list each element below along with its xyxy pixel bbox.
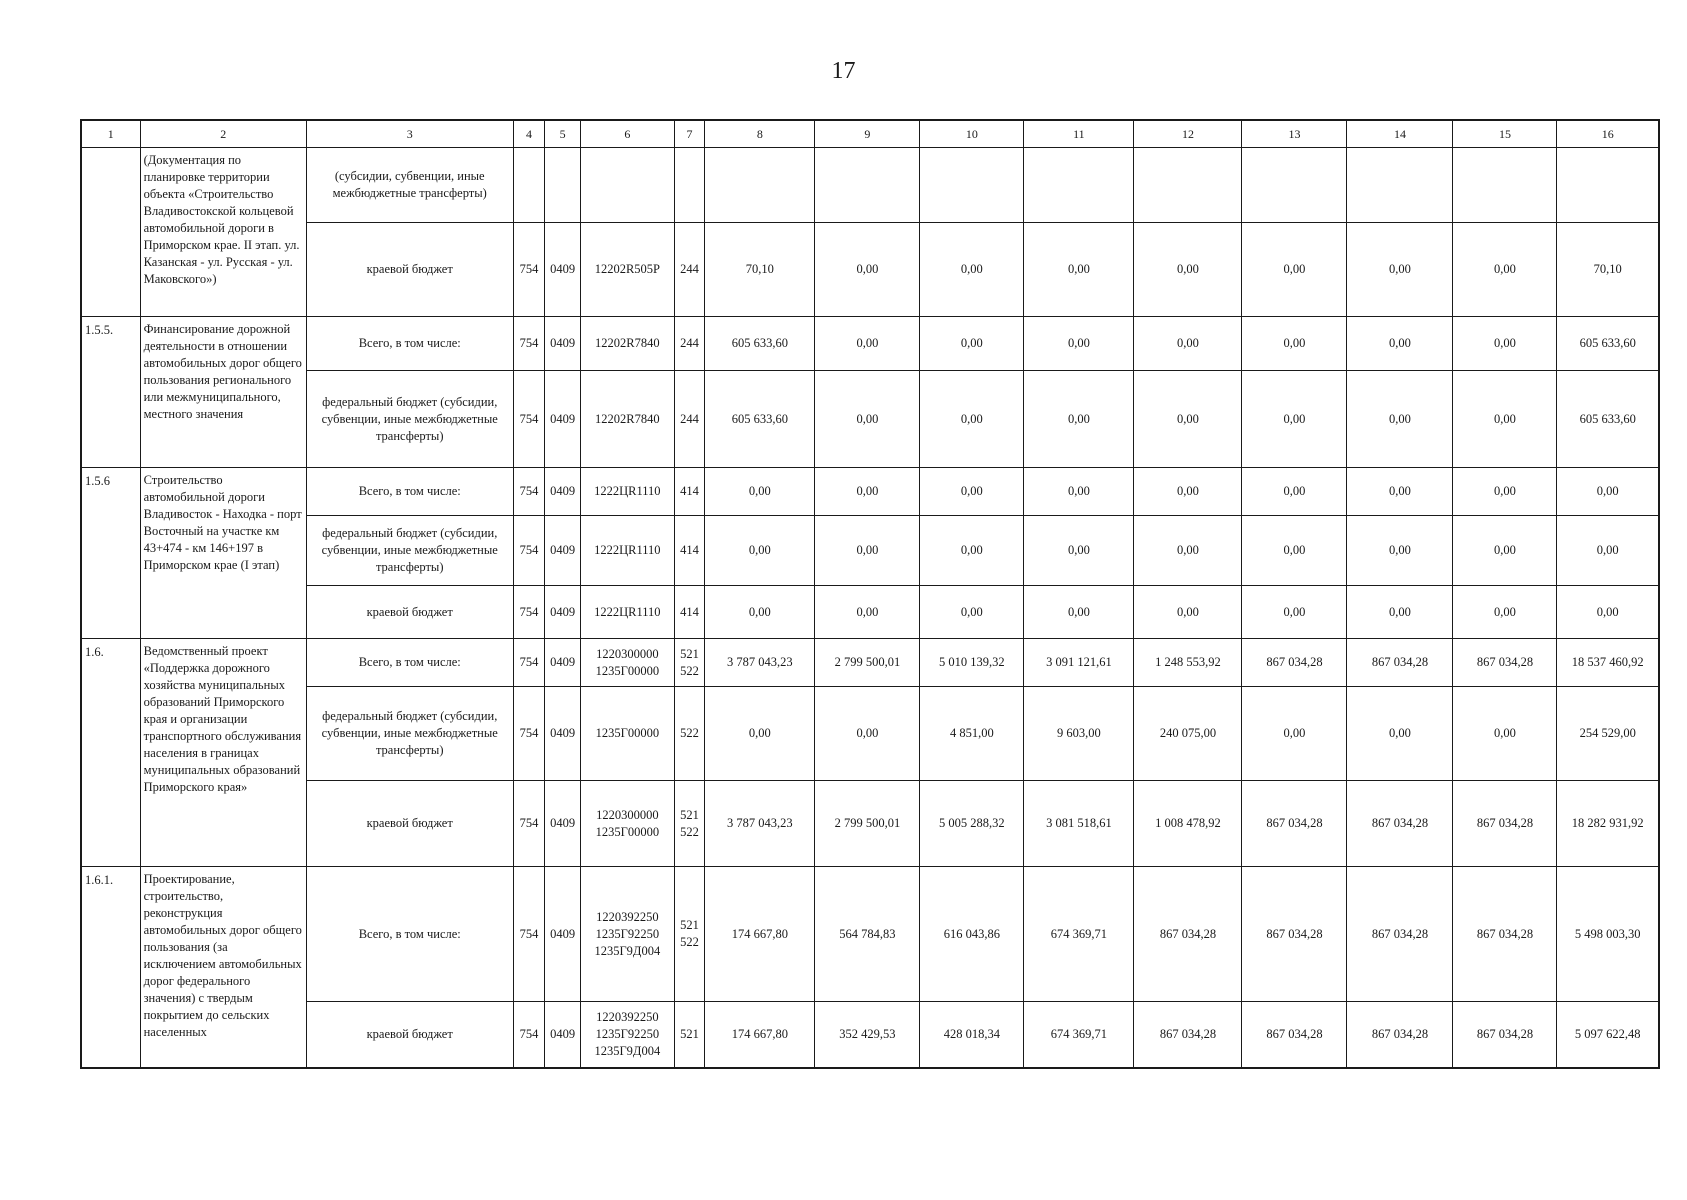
amount-cell: 0,00 xyxy=(1024,371,1134,468)
amount-cell: 0,00 xyxy=(1242,317,1347,371)
amount-cell: 867 034,28 xyxy=(1453,1002,1557,1068)
column-header: 7 xyxy=(674,120,705,148)
expense-type-code-line: 521 xyxy=(680,1026,699,1041)
amount-cell: 174 667,80 xyxy=(705,867,815,1002)
funding-source: Всего, в том числе: xyxy=(306,317,513,371)
amount-cell: 3 081 518,61 xyxy=(1024,781,1134,867)
amount-cell: 4 851,00 xyxy=(920,687,1024,781)
amount-cell: 0,00 xyxy=(920,371,1024,468)
section-code: 0409 xyxy=(545,223,581,317)
amount-cell: 0,00 xyxy=(815,317,920,371)
amount-cell: 0,00 xyxy=(815,223,920,317)
amount-cell: 2 799 500,01 xyxy=(815,781,920,867)
amount-cell: 0,00 xyxy=(1024,223,1134,317)
amount-cell: 0,00 xyxy=(1134,223,1242,317)
column-header: 1 xyxy=(81,120,140,148)
amount-cell: 0,00 xyxy=(920,516,1024,586)
amount-cell: 0,00 xyxy=(1134,516,1242,586)
target-article-code-line: 1235Г92250 xyxy=(595,926,660,941)
column-header: 4 xyxy=(513,120,545,148)
empty-cell xyxy=(513,148,545,223)
empty-cell xyxy=(920,148,1024,223)
amount-cell: 0,00 xyxy=(1347,468,1453,516)
amount-cell: 605 633,60 xyxy=(1557,371,1659,468)
amount-cell: 0,00 xyxy=(1347,586,1453,639)
amount-cell: 2 799 500,01 xyxy=(815,639,920,687)
amount-cell: 0,00 xyxy=(815,586,920,639)
target-article-code xyxy=(580,1002,674,1068)
amount-cell: 0,00 xyxy=(1347,687,1453,781)
amount-cell: 0,00 xyxy=(1557,516,1659,586)
measure-description: Проектирование, строительство, реконструкция автомобильных дорог общего пользования (за исключением автомобильных дорог федерального значения) с твердым покрытием до сельских населенных xyxy=(140,867,306,1068)
amount-cell: 867 034,28 xyxy=(1347,867,1453,1002)
section-code: 0409 xyxy=(545,687,581,781)
amount-cell: 5 005 288,32 xyxy=(920,781,1024,867)
amount-cell: 352 429,53 xyxy=(815,1002,920,1068)
empty-cell xyxy=(1453,148,1557,223)
empty-cell xyxy=(580,148,674,223)
amount-cell: 0,00 xyxy=(1453,317,1557,371)
grbs-code: 754 xyxy=(513,687,545,781)
grbs-code: 754 xyxy=(513,586,545,639)
expense-type-code xyxy=(674,687,705,781)
amount-cell: 0,00 xyxy=(1242,516,1347,586)
grbs-code: 754 xyxy=(513,781,545,867)
table-row xyxy=(81,867,1659,1002)
amount-cell: 5 010 139,32 xyxy=(920,639,1024,687)
table-row xyxy=(81,468,1659,516)
amount-cell: 3 787 043,23 xyxy=(705,781,815,867)
grbs-code: 754 xyxy=(513,468,545,516)
grbs-code: 754 xyxy=(513,867,545,1002)
amount-cell: 0,00 xyxy=(705,516,815,586)
grbs-code: 754 xyxy=(513,516,545,586)
amount-cell: 3 091 121,61 xyxy=(1024,639,1134,687)
amount-cell: 867 034,28 xyxy=(1134,1002,1242,1068)
amount-cell: 0,00 xyxy=(1242,223,1347,317)
expense-type-code-line: 522 xyxy=(680,726,699,740)
table-row xyxy=(81,148,1659,223)
funding-source: Всего, в том числе: xyxy=(306,468,513,516)
amount-cell: 1 008 478,92 xyxy=(1134,781,1242,867)
amount-cell: 0,00 xyxy=(1242,687,1347,781)
row-number: 1.5.6 xyxy=(81,468,140,639)
amount-cell: 867 034,28 xyxy=(1242,639,1347,687)
column-header: 3 xyxy=(306,120,513,148)
amount-cell: 0,00 xyxy=(920,317,1024,371)
amount-cell: 616 043,86 xyxy=(920,867,1024,1002)
amount-cell: 0,00 xyxy=(920,586,1024,639)
amount-cell: 0,00 xyxy=(1347,371,1453,468)
grbs-code: 754 xyxy=(513,1002,545,1068)
amount-cell: 867 034,28 xyxy=(1242,1002,1347,1068)
amount-cell: 0,00 xyxy=(1242,371,1347,468)
section-code: 0409 xyxy=(545,516,581,586)
amount-cell: 0,00 xyxy=(705,687,815,781)
expense-type-code xyxy=(674,639,705,687)
column-header: 5 xyxy=(545,120,581,148)
amount-cell: 0,00 xyxy=(1453,223,1557,317)
target-article-code: 1222ЦR1110 xyxy=(580,586,674,639)
amount-cell: 605 633,60 xyxy=(705,371,815,468)
amount-cell: 5 498 003,30 xyxy=(1557,867,1659,1002)
table-row xyxy=(81,516,1659,586)
amount-cell: 0,00 xyxy=(1134,317,1242,371)
target-article-code xyxy=(580,639,674,687)
header-row xyxy=(81,120,1659,148)
amount-cell: 867 034,28 xyxy=(1134,867,1242,1002)
column-header: 15 xyxy=(1453,120,1557,148)
empty-cell xyxy=(705,148,815,223)
amount-cell: 5 097 622,48 xyxy=(1557,1002,1659,1068)
column-header: 11 xyxy=(1024,120,1134,148)
expense-type-code xyxy=(674,1002,705,1068)
amount-cell: 0,00 xyxy=(1453,687,1557,781)
amount-cell: 1 248 553,92 xyxy=(1134,639,1242,687)
funding-source: краевой бюджет xyxy=(306,1002,513,1068)
amount-cell: 0,00 xyxy=(1453,586,1557,639)
amount-cell: 564 784,83 xyxy=(815,867,920,1002)
measure-description: Строительство автомобильной дороги Владивосток - Находка - порт Восточный на участке км 43+474 - км 146+197 в Приморском крае (I этап) xyxy=(140,468,306,639)
amount-cell: 0,00 xyxy=(1024,516,1134,586)
target-article-code xyxy=(580,867,674,1002)
expense-type-code-line: 521 xyxy=(680,807,699,822)
empty-cell xyxy=(1242,148,1347,223)
amount-cell: 0,00 xyxy=(1347,223,1453,317)
expense-type-code xyxy=(674,867,705,1002)
amount-cell: 0,00 xyxy=(1024,468,1134,516)
target-article-code xyxy=(580,687,674,781)
funding-source: Всего, в том числе: xyxy=(306,867,513,1002)
amount-cell: 867 034,28 xyxy=(1453,639,1557,687)
expense-type-code: 414 xyxy=(674,586,705,639)
amount-cell: 674 369,71 xyxy=(1024,867,1134,1002)
expense-type-code-line: 522 xyxy=(680,824,699,839)
column-header: 10 xyxy=(920,120,1024,148)
empty-cell xyxy=(1134,148,1242,223)
target-article-code-line: 1220392250 xyxy=(596,1009,659,1024)
target-article-code-line: 1235Г00000 xyxy=(595,726,660,740)
measure-description: Финансирование дорожной деятельности в отношении автомобильных дорог общего пользования регионального или межмуниципального, местного значения xyxy=(140,317,306,468)
amount-cell: 674 369,71 xyxy=(1024,1002,1134,1068)
amount-cell: 0,00 xyxy=(815,371,920,468)
amount-cell: 18 282 931,92 xyxy=(1557,781,1659,867)
funding-source: Всего, в том числе: xyxy=(306,639,513,687)
empty-cell xyxy=(674,148,705,223)
section-code: 0409 xyxy=(545,586,581,639)
target-article-code xyxy=(580,781,674,867)
expense-type-code xyxy=(674,781,705,867)
amount-cell: 0,00 xyxy=(1453,516,1557,586)
measure-description: Ведомственный проект «Поддержка дорожного хозяйства муниципальных образований Приморского края и организации транспортного обслуживания населения в границах муниципальных образований Приморского края» xyxy=(140,639,306,867)
target-article-code-line: 1220300000 xyxy=(596,807,659,822)
amount-cell: 0,00 xyxy=(815,687,920,781)
target-article-code-line: 1235Г9Д004 xyxy=(594,1043,661,1058)
measure-description: (Документация по планировке территории объекта «Строительство Владивостокской кольцевой автомобильной дороги в Приморском крае. II этап. ул. Казанская - ул. Русская - ул. Маковского») xyxy=(140,148,306,317)
amount-cell: 867 034,28 xyxy=(1453,867,1557,1002)
funding-source: федеральный бюджет (субсидии, субвенции, иные межбюджетные трансферты) xyxy=(306,687,513,781)
row-number xyxy=(81,148,140,317)
amount-cell: 3 787 043,23 xyxy=(705,639,815,687)
amount-cell: 867 034,28 xyxy=(1347,1002,1453,1068)
expense-type-code-line: 522 xyxy=(680,663,699,678)
table-row xyxy=(81,781,1659,867)
funding-source: краевой бюджет xyxy=(306,223,513,317)
column-header: 2 xyxy=(140,120,306,148)
table-row xyxy=(81,1002,1659,1068)
amount-cell: 605 633,60 xyxy=(1557,317,1659,371)
target-article-code: 12202R7840 xyxy=(580,317,674,371)
target-article-code-line: 1235Г9Д004 xyxy=(594,943,661,958)
expense-type-code: 414 xyxy=(674,516,705,586)
amount-cell: 254 529,00 xyxy=(1557,687,1659,781)
expense-type-code: 244 xyxy=(674,223,705,317)
amount-cell: 70,10 xyxy=(1557,223,1659,317)
section-code: 0409 xyxy=(545,867,581,1002)
table-row xyxy=(81,687,1659,781)
amount-cell: 867 034,28 xyxy=(1347,781,1453,867)
amount-cell: 0,00 xyxy=(1347,317,1453,371)
expense-type-code-line: 521 xyxy=(680,646,699,661)
column-header: 12 xyxy=(1134,120,1242,148)
amount-cell: 428 018,34 xyxy=(920,1002,1024,1068)
amount-cell: 0,00 xyxy=(1347,516,1453,586)
target-article-code-line: 1235Г00000 xyxy=(595,824,660,839)
funding-source: краевой бюджет xyxy=(306,586,513,639)
amount-cell: 867 034,28 xyxy=(1242,867,1347,1002)
column-header: 6 xyxy=(580,120,674,148)
column-header: 16 xyxy=(1557,120,1659,148)
target-article-code-line: 1235Г92250 xyxy=(595,1026,660,1041)
table-row xyxy=(81,586,1659,639)
funding-source: федеральный бюджет (субсидии, субвенции, иные межбюджетные трансферты) xyxy=(306,371,513,468)
empty-cell xyxy=(1557,148,1659,223)
target-article-code-line: 1235Г00000 xyxy=(595,663,660,678)
table-row xyxy=(81,639,1659,687)
funding-source: (субсидии, субвенции, иные межбюджетные трансферты) xyxy=(306,148,513,223)
table-row xyxy=(81,223,1659,317)
amount-cell: 0,00 xyxy=(1024,317,1134,371)
section-code: 0409 xyxy=(545,1002,581,1068)
row-number: 1.6.1. xyxy=(81,867,140,1068)
expense-type-code: 244 xyxy=(674,317,705,371)
amount-cell: 0,00 xyxy=(705,586,815,639)
amount-cell: 867 034,28 xyxy=(1242,781,1347,867)
amount-cell: 0,00 xyxy=(1557,468,1659,516)
target-article-code: 1222ЦR1110 xyxy=(580,468,674,516)
amount-cell: 0,00 xyxy=(815,516,920,586)
amount-cell: 0,00 xyxy=(1453,468,1557,516)
amount-cell: 0,00 xyxy=(1453,371,1557,468)
target-article-code: 12202R7840 xyxy=(580,371,674,468)
empty-cell xyxy=(815,148,920,223)
budget-table xyxy=(80,119,1660,1069)
row-number: 1.6. xyxy=(81,639,140,867)
empty-cell xyxy=(1024,148,1134,223)
expense-type-code: 414 xyxy=(674,468,705,516)
amount-cell: 0,00 xyxy=(1242,586,1347,639)
amount-cell: 0,00 xyxy=(920,468,1024,516)
amount-cell: 0,00 xyxy=(1557,586,1659,639)
amount-cell: 9 603,00 xyxy=(1024,687,1134,781)
page-number: 17 xyxy=(831,58,856,84)
amount-cell: 605 633,60 xyxy=(705,317,815,371)
section-code: 0409 xyxy=(545,468,581,516)
column-header: 9 xyxy=(815,120,920,148)
section-code: 0409 xyxy=(545,781,581,867)
table-row xyxy=(81,317,1659,371)
section-code: 0409 xyxy=(545,639,581,687)
empty-cell xyxy=(1347,148,1453,223)
column-header: 13 xyxy=(1242,120,1347,148)
grbs-code: 754 xyxy=(513,639,545,687)
amount-cell: 70,10 xyxy=(705,223,815,317)
row-number: 1.5.5. xyxy=(81,317,140,468)
table-row xyxy=(81,371,1659,468)
amount-cell: 867 034,28 xyxy=(1347,639,1453,687)
section-code: 0409 xyxy=(545,371,581,468)
amount-cell: 0,00 xyxy=(1134,371,1242,468)
amount-cell: 18 537 460,92 xyxy=(1557,639,1659,687)
amount-cell: 0,00 xyxy=(1024,586,1134,639)
expense-type-code: 244 xyxy=(674,371,705,468)
amount-cell: 174 667,80 xyxy=(705,1002,815,1068)
column-header: 14 xyxy=(1347,120,1453,148)
grbs-code: 754 xyxy=(513,223,545,317)
expense-type-code-line: 521 xyxy=(680,918,699,932)
amount-cell: 0,00 xyxy=(1134,586,1242,639)
amount-cell: 867 034,28 xyxy=(1453,781,1557,867)
target-article-code-line: 1220300000 xyxy=(596,646,659,661)
amount-cell: 0,00 xyxy=(1134,468,1242,516)
amount-cell: 0,00 xyxy=(1242,468,1347,516)
expense-type-code-line: 522 xyxy=(680,935,699,949)
funding-source: федеральный бюджет (субсидии, субвенции, иные межбюджетные трансферты) xyxy=(306,516,513,586)
funding-source: краевой бюджет xyxy=(306,781,513,867)
section-code: 0409 xyxy=(545,317,581,371)
target-article-code-line: 1220392250 xyxy=(596,909,659,924)
grbs-code: 754 xyxy=(513,371,545,468)
target-article-code: 12202R505P xyxy=(580,223,674,317)
amount-cell: 0,00 xyxy=(920,223,1024,317)
empty-cell xyxy=(545,148,581,223)
target-article-code: 1222ЦR1110 xyxy=(580,516,674,586)
column-header: 8 xyxy=(705,120,815,148)
amount-cell: 240 075,00 xyxy=(1134,687,1242,781)
amount-cell: 0,00 xyxy=(815,468,920,516)
amount-cell: 0,00 xyxy=(705,468,815,516)
grbs-code: 754 xyxy=(513,317,545,371)
